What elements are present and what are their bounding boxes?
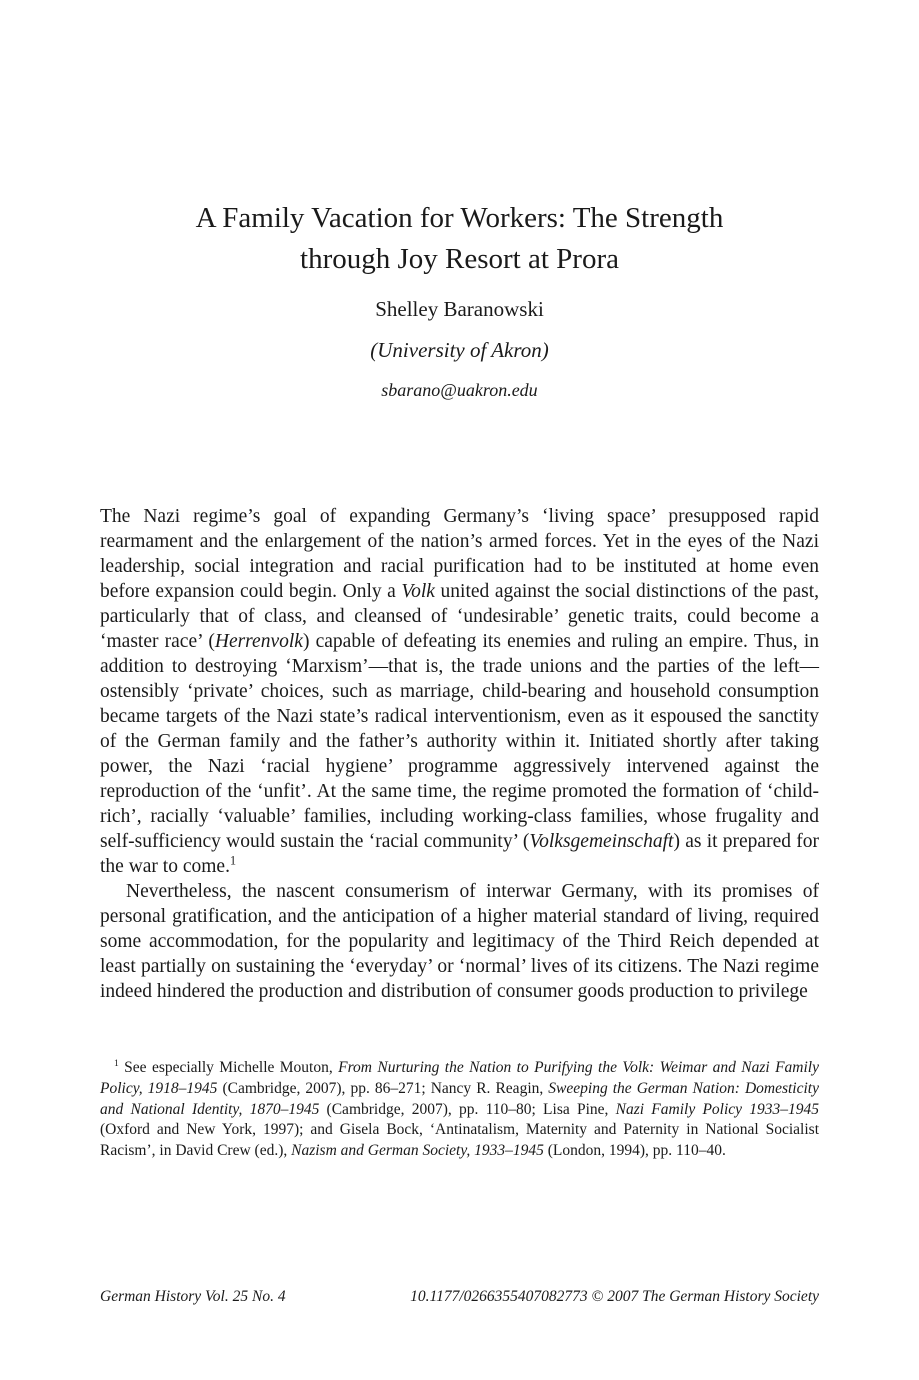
page-footer	[100, 1288, 819, 1306]
footer-journal-info: German History Vol. 25 No. 4	[100, 1288, 286, 1305]
author-email: sbarano@uakron.edu	[381, 380, 538, 400]
author-name: Shelley Baranowski	[375, 297, 544, 321]
footnote-1: $^1$ See especially Michelle Mouton, From Nurturing the Nation to Purifying the Volk: Weimar and Nazi Family Policy, 1918–1945 (Cambridge, 2007), pp. 86–271; Nancy R. Reagin, Sweeping the German Nation: Domesticity and National Identity, 1870–1945 (Cambridge, 2007), pp. 110–80; Lisa Pine, Nazi Family Policy 1933–1945 (Oxford and New York, 1997); and Gisela Bock, ‘Antinatalism, Maternity and Paternity in National Socialist Racism’, in David Crew (ed.), Nazism and German Society, 1933–1945 (London, 1994), pp. 110–40.	[100, 1057, 820, 1160]
article-title-line1: A Family Vacation for Workers: The Strength	[195, 202, 724, 234]
article-body	[100, 504, 819, 1004]
body-paragraph-2: Nevertheless, the nascent consumerism of interwar Germany, with its promises of personal gratification, and the anticipation of a higher material standard of living, required some accommodation, for the popularity and legitimacy of the Third Reich depended at least partially on sustaining the ‘everyday’ or ‘normal’ lives of its citizens. The Nazi regime indeed hindered the production and distribution of consumer goods production to privilege	[100, 881, 819, 1002]
footer-doi-copyright: 10.1177/0266355407082773 © 2007 The German History Society	[410, 1288, 819, 1305]
article-title-line2: through Joy Resort at Prora	[300, 243, 619, 275]
body-paragraph-1: The Nazi regime’s goal of expanding Germany’s ‘living space’ presupposed rapid rearmament and the enlargement of the nation’s armed forces. Yet in the eyes of the Nazi leadership, social integration and racial purification had to be instituted at home even before expansion could begin. Only a Volk united against the social distinctions of the past, particularly that of class, and cleansed of ‘undesirable’ genetic traits, could become a ‘master race’ (Herrenvolk) capable of defeating its enemies and ruling an empire. Thus, in addition to destroying ‘Marxism’—that is, the trade unions and the parties of the left—ostensibly ‘private’ choices, such as marriage, child-bearing and household consumption became targets of the Nazi state’s radical interventionism, even as it espoused the sanctity of the German family and the father’s authority within it. Initiated shortly after taking power, the Nazi ‘racial hygiene’ programme aggressively intervened against the reproduction of the ‘unfit’. At the same time, the regime promoted the formation of ‘child-rich’, racially ‘valuable’ families, including working-class families, whose frugality and self-sufficiency would sustain the ‘racial community’ (Volksgemeinschaft) as it prepared for the war to come.$^1$	[100, 506, 819, 877]
title-block	[100, 0, 819, 401]
article-title	[100, 198, 819, 280]
author-affiliation: (University of Akron)	[370, 338, 549, 362]
